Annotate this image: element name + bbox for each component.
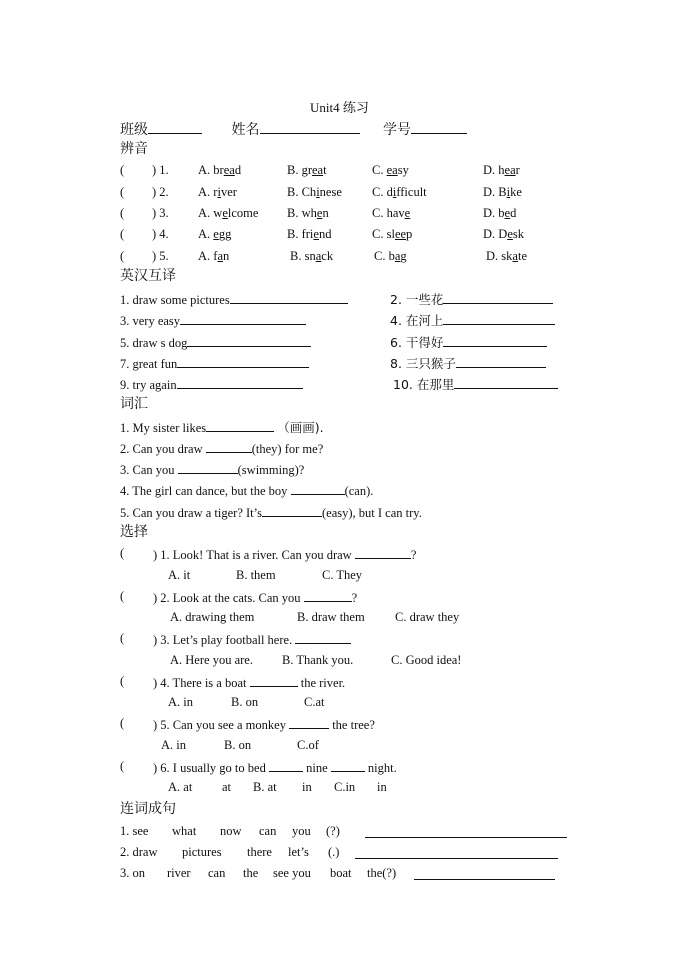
translate-item: 7. great fun [120, 355, 309, 372]
answer-paren[interactable]: ( [120, 674, 125, 688]
choice-option[interactable]: B. draw them [297, 610, 365, 624]
option-c[interactable]: C. have [372, 206, 411, 220]
choice-option[interactable]: C. draw they [395, 610, 460, 624]
answer-blank[interactable] [289, 716, 329, 729]
underlined-letters: i [217, 185, 221, 199]
question-number: ) 2. [152, 185, 169, 199]
choice-option[interactable]: C.in [334, 780, 356, 794]
answer-blank[interactable] [355, 546, 411, 559]
option-a[interactable]: A. fan [198, 249, 230, 263]
answer-paren[interactable]: ( [120, 716, 125, 730]
choice-option[interactable]: in [302, 780, 312, 794]
answer-blank[interactable] [269, 759, 303, 772]
choice-option[interactable]: at [222, 780, 232, 794]
scrambled-word: 3. on [120, 866, 145, 880]
option-d[interactable]: D. Bike [483, 185, 522, 199]
underlined-letters: a [217, 249, 224, 263]
underlined-letters: a [315, 249, 322, 263]
option-d[interactable]: D. bed [483, 206, 517, 220]
choice-option[interactable]: B. Thank you. [282, 653, 354, 667]
underlined-letters: ee [394, 227, 407, 241]
scrambled-word: river [167, 866, 191, 880]
answer-paren[interactable]: ( [120, 759, 125, 773]
answer-blank[interactable] [206, 440, 252, 453]
underlined-letters: ea [312, 163, 324, 177]
underlined-letters: a [394, 249, 401, 263]
underlined-letters: i [316, 185, 320, 199]
number-blank[interactable] [411, 121, 467, 134]
scrambled-word: there [247, 845, 272, 859]
option-a[interactable]: A. egg [198, 227, 232, 241]
answer-blank[interactable] [177, 376, 303, 389]
choice-option[interactable]: B. on [224, 738, 252, 752]
answer-paren[interactable]: ( [120, 589, 125, 603]
answer-blank[interactable] [304, 589, 352, 602]
choice-option[interactable]: A. at [168, 780, 193, 794]
question-number: ) 5. [152, 249, 169, 263]
translate-item: 5. draw s dog [120, 334, 311, 351]
vocab-item: 1. My sister likes （画画). [120, 420, 324, 435]
answer-paren[interactable]: ( [120, 249, 125, 263]
underlined-letters: i [392, 185, 397, 199]
choice-question: ) 2. Look at the cats. Can you ? [153, 591, 358, 605]
answer-blank[interactable] [456, 355, 546, 368]
option-b[interactable]: B. snack [290, 249, 334, 263]
answer-paren[interactable]: ( [120, 546, 125, 560]
choice-option[interactable]: C.of [297, 738, 319, 752]
question-number: ) 1. [152, 163, 169, 177]
name-label: 姓名 [231, 122, 260, 138]
translate-item: 1. draw some pictures [120, 291, 348, 308]
choice-option[interactable]: in [377, 780, 387, 794]
choice-option[interactable]: C. They [322, 568, 363, 582]
section-translate-heading: 英汉互译 [120, 268, 176, 284]
option-a[interactable]: A. river [198, 185, 237, 199]
option-b[interactable]: B. friend [287, 227, 332, 241]
page-title: Unit4 练习 [310, 100, 369, 115]
option-c[interactable]: C. difficult [372, 185, 427, 199]
underlined-letters: ea [223, 163, 235, 177]
vocab-item: 4. The girl can dance, but the boy (can). [120, 484, 374, 498]
question-number: ) 4. [152, 227, 169, 241]
scrambled-word: can [259, 824, 277, 838]
translate-item: 9. try again [120, 376, 303, 393]
option-b[interactable]: B. when [287, 206, 329, 220]
answer-blank[interactable] [295, 631, 351, 644]
underlined-letters: e [222, 206, 228, 220]
answer-blank[interactable] [250, 674, 298, 687]
choice-question: ) 6. I usually go to bed nine night. [153, 761, 397, 775]
choice-option[interactable]: A. it [168, 568, 191, 582]
choice-option[interactable]: B. them [236, 568, 276, 582]
choice-option[interactable]: B. on [231, 695, 259, 709]
answer-blank[interactable] [291, 482, 345, 495]
answer-paren[interactable]: ( [120, 631, 125, 645]
choice-question: ) 4. There is a boat the river. [153, 676, 346, 690]
scrambled-word: 2. draw [120, 845, 158, 859]
choice-option[interactable]: A. Here you are. [170, 653, 253, 667]
option-c[interactable]: C. sleep [372, 227, 413, 241]
scrambled-word: let’s [288, 845, 309, 859]
underlined-letters: a [512, 249, 518, 263]
choice-question: ) 3. Let’s play football here. [153, 631, 351, 648]
option-b[interactable]: B. great [287, 163, 327, 177]
question-number: ) 3. [152, 206, 169, 220]
number-label: 学号 [383, 122, 411, 138]
translate-item: 3. very easy [120, 312, 306, 329]
choice-option[interactable]: C. Good idea! [391, 653, 462, 667]
section-phonics-heading: 辨音 [120, 141, 148, 157]
section-sentences-heading: 连词成句 [120, 801, 176, 817]
scrambled-word: see you [273, 866, 311, 880]
answer-paren[interactable]: ( [120, 185, 125, 199]
answer-line[interactable] [365, 825, 567, 838]
option-a[interactable]: A. bread [198, 163, 242, 177]
scrambled-word: you [292, 824, 311, 838]
translate-item: 4. 在河上 [390, 312, 555, 328]
underlined-letters: e [507, 227, 513, 241]
answer-line[interactable] [355, 846, 558, 859]
translate-item: 10. 在那里 [393, 376, 558, 392]
scrambled-word: can [208, 866, 226, 880]
answer-blank[interactable] [187, 334, 311, 347]
scrambled-word: (?) [326, 824, 340, 838]
translate-item: 6. 干得好 [390, 334, 547, 350]
answer-blank[interactable] [206, 419, 274, 432]
answer-paren[interactable]: ( [120, 163, 125, 177]
choice-option[interactable]: A. in [168, 695, 193, 709]
vocab-item: 2. Can you draw (they) for me? [120, 442, 324, 456]
option-c[interactable]: C. bag [374, 249, 407, 263]
answer-line[interactable] [414, 867, 555, 880]
choice-option[interactable]: C.at [304, 695, 325, 709]
underlined-letters: e [504, 206, 511, 220]
scrambled-word: now [220, 824, 242, 838]
answer-blank[interactable] [331, 759, 365, 772]
answer-paren[interactable]: ( [120, 206, 125, 220]
answer-blank[interactable] [443, 312, 555, 325]
vocab-item: 3. Can you (swimming)? [120, 463, 305, 477]
scrambled-word: boat [330, 866, 352, 880]
section-choice-heading: 选择 [120, 524, 148, 540]
scrambled-word: what [172, 824, 197, 838]
scrambled-word: (.) [328, 845, 340, 859]
scrambled-word: the [243, 866, 259, 880]
answer-blank[interactable] [178, 461, 238, 474]
underlined-letters: i [506, 185, 511, 199]
choice-question: ) 5. Can you see a monkey the tree? [153, 718, 375, 732]
translate-item: 8. 三只猴子 [390, 355, 546, 371]
section-vocab-heading: 词汇 [120, 396, 148, 412]
answer-blank[interactable] [443, 334, 547, 347]
choice-option[interactable]: B. at [253, 780, 277, 794]
choice-question: ) 1. Look! That is a river. Can you draw ? [153, 548, 417, 562]
answer-blank[interactable] [262, 504, 322, 517]
option-c[interactable]: C. easy [372, 163, 409, 177]
answer-blank[interactable] [454, 376, 558, 389]
answer-blank[interactable] [230, 291, 348, 304]
answer-blank[interactable] [180, 312, 306, 325]
scrambled-word: the(?) [367, 866, 397, 880]
underlined-letters: ea [386, 163, 398, 177]
option-a[interactable]: A. welcome [198, 206, 259, 220]
option-d[interactable]: D. skate [486, 249, 527, 263]
underlined-letters: e [313, 227, 319, 241]
translate-item: 2. 一些花 [390, 291, 553, 307]
scrambled-word: 1. see [120, 824, 149, 838]
vocab-item: 5. Can you draw a tiger? It’s (easy), but I can try. [120, 506, 422, 520]
underlined-letters: e [213, 227, 219, 241]
answer-blank[interactable] [443, 291, 553, 304]
underlined-letters: ea [504, 163, 516, 177]
choice-option[interactable]: A. in [161, 738, 186, 752]
option-d[interactable]: D. Desk [483, 227, 524, 241]
answer-paren[interactable]: ( [120, 227, 125, 241]
underlined-letters: e [404, 206, 411, 220]
student-info-row [120, 121, 467, 138]
class-blank[interactable] [148, 121, 202, 134]
option-d[interactable]: D. hear [483, 163, 520, 177]
choice-option[interactable]: A. drawing them [170, 610, 255, 624]
scrambled-word: pictures [182, 845, 222, 859]
class-label: 班级 [120, 122, 148, 138]
name-blank[interactable] [260, 121, 360, 134]
option-b[interactable]: B. Chinese [287, 185, 342, 199]
underlined-letters: e [316, 206, 323, 220]
answer-blank[interactable] [177, 355, 309, 368]
